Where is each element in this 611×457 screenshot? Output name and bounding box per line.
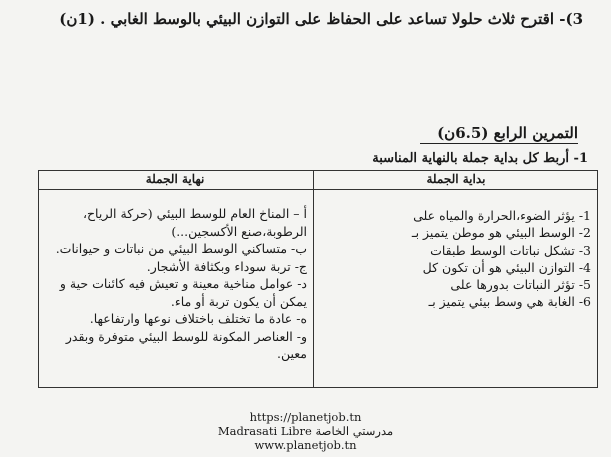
sentence-ends-list (43, 205, 307, 363)
sentence-starts-list (319, 207, 591, 311)
sentence-end-f: و- العناصر المكونة للوسط البيئي متوفرة وبقدر معين. (65, 328, 307, 361)
sentence-start-1: 1- يؤثر الضوء،الحرارة والمياه على (413, 208, 591, 223)
sentence-end-b: ب- متساكني الوسط البيئي من نباتات و حيوانات. (55, 241, 307, 256)
page-footer (0, 410, 611, 452)
sentence-end-d: د- عوامل مناخية معينة و تعيش فيه كائنات حية و يمكن أن يكون تربة أو ماء. (59, 276, 307, 309)
instruction-line: 1- أربط كل بداية جملة بالنهاية المناسبة (372, 151, 588, 166)
sentence-start-5: 5- تؤثر النباتات بدورها على (450, 277, 591, 293)
sentence-start-4: 4- التوازن البيئي هو أن تكون كل (422, 259, 591, 275)
sentence-start-3: 3- تشكل نباتات الوسط طبقات (430, 242, 591, 258)
exercise-title: التمرين الرابع (6.5ن) (420, 124, 578, 144)
matching-table (38, 170, 598, 388)
sentence-end-e: ه- عادة ما تختلف باختلاف نوعها وارتفاعها. (89, 311, 307, 326)
header-sentence-start: بداية الجملة (426, 172, 486, 186)
sentence-start-6: 6- الغابة هي وسط بيئي يتميز بـ (428, 294, 591, 310)
sentence-end-a: أ – المناخ العام للوسط البيئي (حركة الرياح، الرطوبة،صنع الأكسجين...) (82, 206, 307, 239)
footer-url[interactable]: https://planetjob.tn (249, 410, 362, 424)
footer-school-name: مدرستي الخاصة Madrasati Libre (217, 424, 394, 438)
question-3: 3)- اقترح ثلاث حلولا تساعد على الحفاظ على التوازن البيئي بالوسط الغابي . (1ن) (59, 10, 583, 28)
header-sentence-end: نهاية الجملة (145, 172, 205, 186)
sentence-end-c: ج- تربة سوداء وبكثافة الأشجار. (146, 258, 307, 274)
column-divider (313, 171, 314, 387)
footer-website[interactable]: www.planetjob.tn (254, 438, 357, 452)
sentence-start-2: 2- الوسط البيئي هو موطن يتميز بـ (411, 225, 591, 241)
